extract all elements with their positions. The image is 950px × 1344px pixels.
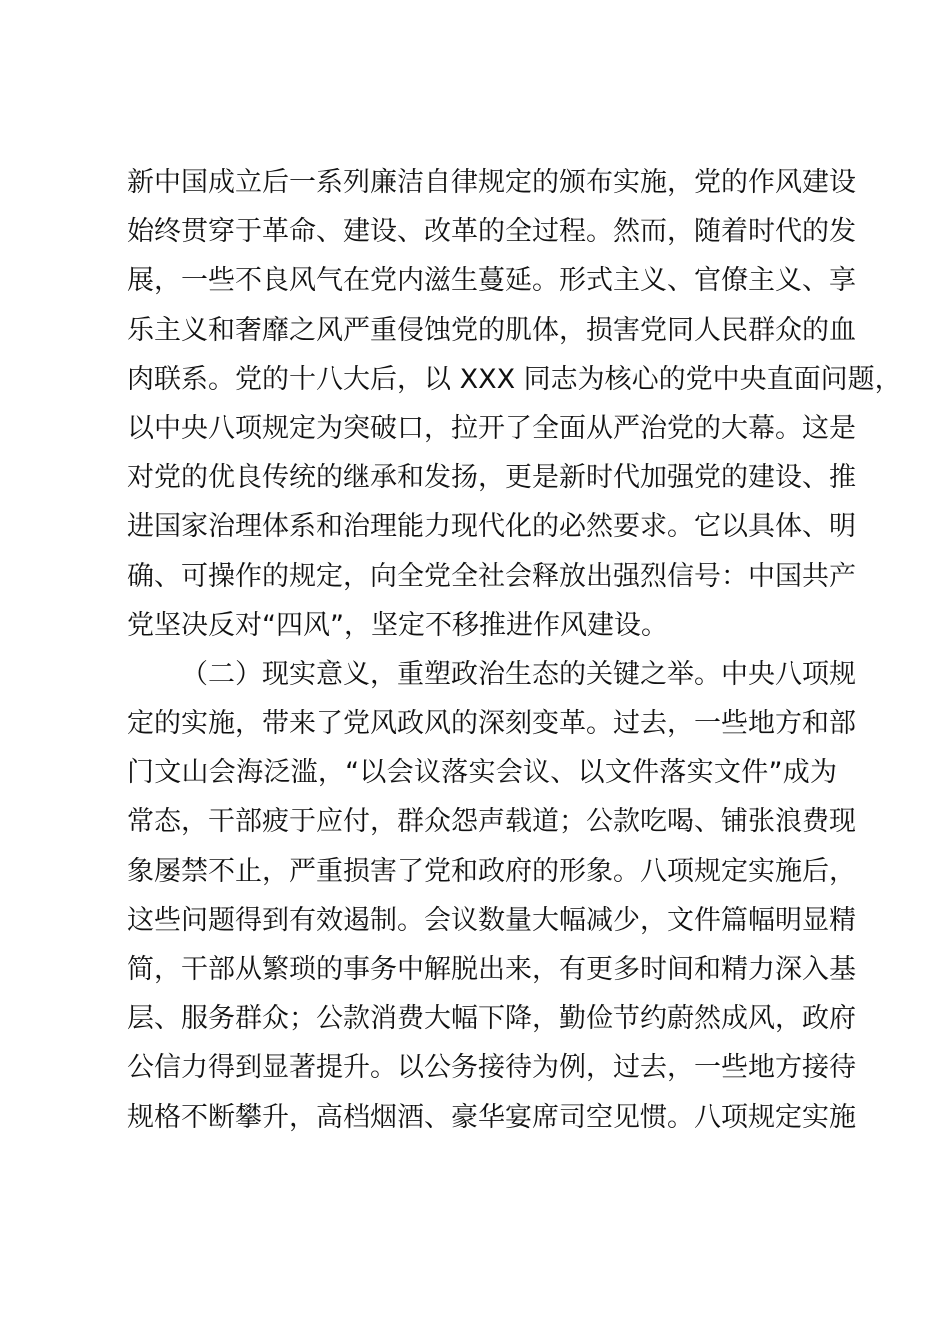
body-text: [127, 158, 902, 1142]
text-line: 简，干部从繁琐的事务中解脱出来，有更多时间和精力深入基: [127, 954, 856, 985]
text-line: 始终贯穿于革命、建设、改革的全过程。然而，随着时代的发: [127, 216, 856, 248]
section-heading-line: （二）现实意义，重塑政治生态的关键之举。中央八项规: [181, 658, 856, 690]
text-line: 对党的优良传统的继承和发扬，更是新时代加强党的建设、推: [127, 462, 856, 494]
text-line: 确、可操作的规定，向全党全社会释放出强烈信号：中国共产: [127, 560, 856, 592]
text-line: 常态，干部疲于应付，群众怨声载道；公款吃喝、铺张浪费现: [127, 806, 856, 838]
text-line: 肉联系。党的十八大后，以 XXX 同志为核心的党中央直面问题，: [127, 363, 902, 395]
text-line: 展，一些不良风气在党内滋生蔓延。形式主义、官僚主义、享: [127, 265, 856, 297]
text-line: 层、服务群众；公款消费大幅下降，勤俭节约蔚然成风，政府: [127, 1003, 856, 1035]
text-line: 象屡禁不止，严重损害了党和政府的形象。八项规定实施后，: [127, 855, 856, 887]
text-line: 规格不断攀升，高档烟酒、豪华宴席司空见惯。八项规定实施: [127, 1101, 856, 1133]
text-line: 新中国成立后一系列廉洁自律规定的颁布实施，党的作风建设: [127, 167, 856, 198]
text-line: 定的实施，带来了党风政风的深刻变革。过去，一些地方和部: [127, 708, 856, 740]
text-line: 进国家治理体系和治理能力现代化的必然要求。它以具体、明: [127, 511, 856, 543]
text-line: 这些问题得到有效遏制。会议数量大幅减少，文件篇幅明显精: [127, 904, 856, 936]
paragraph-end-line: 党坚决反对“四风”，坚定不移推进作风建设。: [127, 609, 668, 641]
text-line: 门文山会海泛滥，“以会议落实会议、以文件落实文件”成为: [127, 757, 837, 789]
text-line: 乐主义和奢靡之风严重侵蚀党的肌体，损害党同人民群众的血: [127, 314, 856, 346]
text-line: 公信力得到显著提升。以公务接待为例，过去，一些地方接待: [127, 1052, 856, 1084]
text-line: 以中央八项规定为突破口，拉开了全面从严治党的大幕。这是: [127, 412, 856, 444]
